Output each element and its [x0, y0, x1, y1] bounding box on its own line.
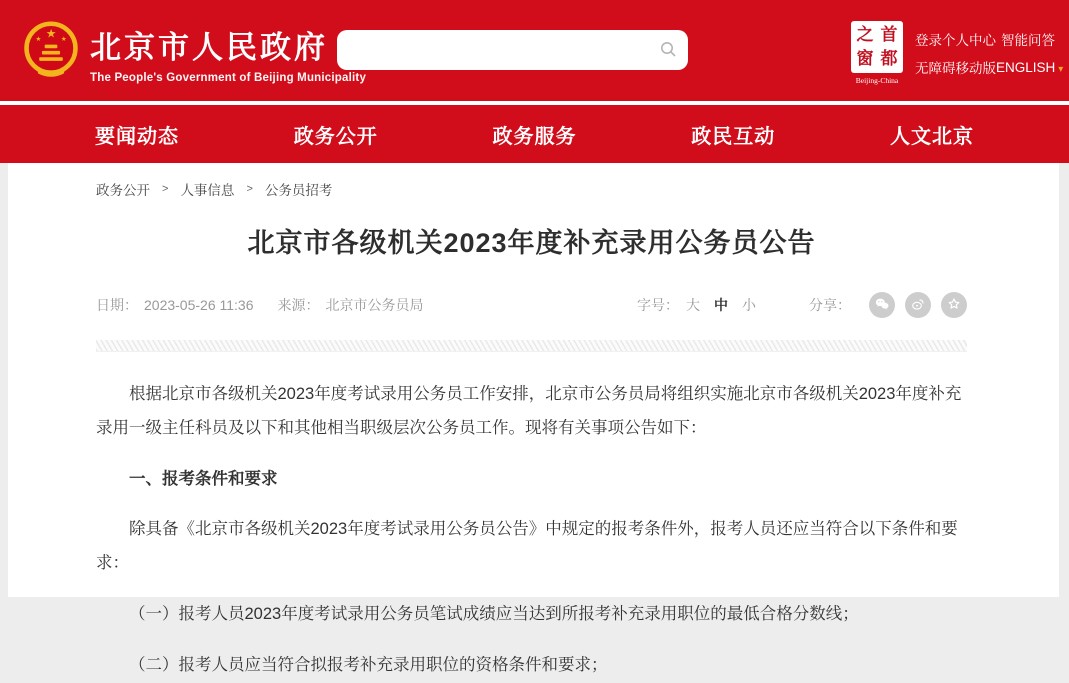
page-background	[0, 163, 1069, 674]
search-icon	[659, 40, 677, 61]
breadcrumb	[96, 179, 967, 199]
breadcrumb-separator: >	[162, 183, 169, 195]
site-name: 北京市人民政府	[90, 30, 328, 65]
capital-window-seal-logo	[849, 21, 905, 85]
nav-item-gov-service[interactable]: 政务服务	[492, 125, 577, 148]
star-icon	[946, 296, 962, 315]
seal-char: 窗	[856, 49, 874, 68]
chevron-down-icon: ▾	[1058, 63, 1064, 75]
nav-item-gov-info[interactable]: 政务公开	[293, 125, 378, 148]
seal-char: 首	[880, 25, 898, 44]
weibo-icon	[910, 296, 926, 315]
source-label: 来源：	[277, 297, 320, 313]
date-value: 2023-05-26 11:36	[144, 297, 254, 313]
english-language-selector[interactable]	[996, 60, 1063, 75]
breadcrumb-item-personnel[interactable]: 人事信息	[180, 183, 235, 198]
article-body	[96, 378, 967, 683]
header-links	[915, 29, 1064, 77]
site-name-english: The People's Government of Beijing Municipality	[90, 72, 367, 84]
svg-text:★: ★	[60, 35, 67, 43]
paragraph-item-2: （二）报考人员应当符合拟报考补充录用职位的资格条件和要求；	[129, 655, 608, 674]
breadcrumb-separator: >	[246, 183, 253, 195]
seal-caption: Beijing-China	[855, 76, 899, 85]
seal-char: 之	[856, 25, 874, 44]
national-emblem-logo	[22, 16, 80, 84]
date-label: 日期：	[96, 297, 138, 313]
share-favorite-button[interactable]	[941, 292, 967, 318]
share-label: 分享：	[809, 297, 851, 313]
page-title: 北京市各级机关2023年度补充录用公务员公告	[247, 228, 816, 258]
font-size-medium-button[interactable]: 中	[714, 297, 728, 313]
nav-item-culture[interactable]: 人文北京	[890, 125, 974, 148]
article-meta-left	[96, 295, 430, 315]
mobile-version-link[interactable]: 移动版	[955, 61, 996, 76]
source-value: 北京市公务员局	[325, 297, 424, 313]
paragraph: 除具备《北京市各级机关2023年度考试录用公务员公告》中规定的报考条件外，报考人员还应当符合以下条件和要求：	[96, 520, 958, 573]
site-title-block	[90, 22, 366, 84]
article-card	[8, 163, 1059, 674]
nav-item-news[interactable]: 要闻动态	[95, 125, 179, 148]
breadcrumb-item-recruit[interactable]: 公务员招考	[264, 183, 333, 198]
article-meta-row	[96, 292, 967, 318]
svg-text:★: ★	[35, 35, 42, 43]
paragraph-item-1: （一）报考人员2023年度考试录用公务员笔试成绩应当达到所报考补充录用职位的最低合格分数线；	[129, 605, 859, 624]
smart-qa-link[interactable]: 智能问答	[1001, 33, 1055, 48]
breadcrumb-item-gov-info[interactable]: 政务公开	[96, 183, 150, 198]
nav-item-interaction[interactable]: 政民互动	[691, 125, 776, 148]
search-button[interactable]	[648, 30, 688, 70]
share-weibo-button[interactable]	[905, 292, 931, 318]
font-size-label: 字号：	[637, 297, 679, 313]
site-header	[0, 0, 1069, 101]
seal-grid	[851, 21, 903, 73]
seal-char: 都	[880, 49, 898, 68]
svg-text:★: ★	[45, 27, 57, 41]
hatched-divider	[96, 340, 967, 352]
main-nav	[0, 105, 1069, 163]
article-meta-right	[637, 292, 967, 318]
font-size-small-button[interactable]: 小	[742, 297, 756, 313]
share-wechat-button[interactable]	[869, 292, 895, 318]
search-input[interactable]	[337, 30, 648, 70]
paragraph: 根据北京市各级机关2023年度考试录用公务员工作安排，北京市公务员局将组织实施北京市各级机关2023年度补充录用一级主任科员及以下和其他相当职级层次公务员工作。现将有关事项公告如下：	[96, 385, 962, 437]
search-box	[337, 30, 688, 70]
accessibility-link[interactable]: 无障碍	[915, 61, 956, 76]
login-personal-center-link[interactable]: 登录个人中心	[915, 33, 996, 48]
section-heading: 一、报考条件和要求	[129, 469, 278, 488]
english-label: ENGLISH	[996, 59, 1056, 75]
font-size-large-button[interactable]: 大	[686, 297, 700, 313]
wechat-icon	[874, 296, 890, 315]
